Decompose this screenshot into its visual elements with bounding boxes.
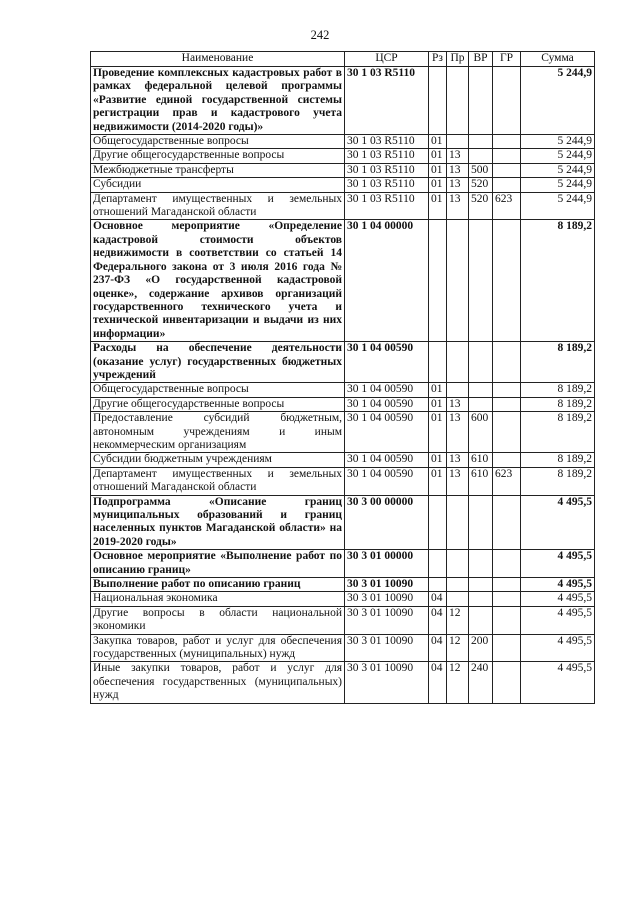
cell-sum: 8 189,2 bbox=[521, 412, 595, 453]
table-row bbox=[91, 606, 595, 634]
cell-sum: 8 189,2 bbox=[521, 220, 595, 342]
cell-gr bbox=[493, 163, 521, 177]
cell-rz: 04 bbox=[429, 606, 447, 634]
header-name: Наименование bbox=[91, 52, 345, 67]
cell-rz: 01 bbox=[429, 163, 447, 177]
cell-name: Департамент имущественных и земельных отношений Магаданской области bbox=[91, 467, 345, 495]
cell-sum: 5 244,9 bbox=[521, 192, 595, 220]
table-row bbox=[91, 192, 595, 220]
cell-rz: 01 bbox=[429, 149, 447, 163]
cell-pr: 13 bbox=[447, 397, 469, 411]
table-row bbox=[91, 149, 595, 163]
cell-gr: 623 bbox=[493, 467, 521, 495]
cell-gr bbox=[493, 397, 521, 411]
cell-gr bbox=[493, 662, 521, 703]
table-row bbox=[91, 135, 595, 149]
cell-csr: 30 1 04 00590 bbox=[345, 453, 429, 467]
cell-name: Субсидии bbox=[91, 178, 345, 192]
cell-sum: 4 495,5 bbox=[521, 578, 595, 592]
cell-rz: 01 bbox=[429, 192, 447, 220]
cell-pr: 13 bbox=[447, 163, 469, 177]
cell-pr bbox=[447, 592, 469, 606]
cell-pr bbox=[447, 495, 469, 550]
cell-pr: 13 bbox=[447, 149, 469, 163]
table-row bbox=[91, 634, 595, 662]
cell-rz: 01 bbox=[429, 467, 447, 495]
cell-pr: 13 bbox=[447, 412, 469, 453]
cell-pr: 12 bbox=[447, 606, 469, 634]
cell-csr: 30 1 03 R5110 bbox=[345, 163, 429, 177]
cell-vr: 200 bbox=[469, 634, 493, 662]
cell-gr bbox=[493, 550, 521, 578]
cell-pr: 12 bbox=[447, 662, 469, 703]
cell-name: Основное мероприятие «Выполнение работ по описанию границ» bbox=[91, 550, 345, 578]
table-row bbox=[91, 662, 595, 703]
cell-csr: 30 3 01 00000 bbox=[345, 550, 429, 578]
cell-vr bbox=[469, 578, 493, 592]
cell-csr: 30 3 01 10090 bbox=[345, 606, 429, 634]
cell-rz: 01 bbox=[429, 383, 447, 397]
cell-csr: 30 3 01 10090 bbox=[345, 662, 429, 703]
cell-vr bbox=[469, 550, 493, 578]
cell-csr: 30 1 04 00590 bbox=[345, 412, 429, 453]
cell-pr: 13 bbox=[447, 467, 469, 495]
table-row bbox=[91, 578, 595, 592]
cell-gr bbox=[493, 412, 521, 453]
table-row bbox=[91, 67, 595, 135]
cell-csr: 30 1 03 R5110 bbox=[345, 149, 429, 163]
cell-csr: 30 1 03 R5110 bbox=[345, 135, 429, 149]
cell-pr bbox=[447, 135, 469, 149]
cell-name: Другие общегосударственные вопросы bbox=[91, 149, 345, 163]
table-row bbox=[91, 453, 595, 467]
cell-vr bbox=[469, 135, 493, 149]
cell-rz: 01 bbox=[429, 453, 447, 467]
page-number: 242 bbox=[310, 28, 330, 42]
cell-sum: 5 244,9 bbox=[521, 178, 595, 192]
cell-vr bbox=[469, 397, 493, 411]
cell-rz bbox=[429, 495, 447, 550]
header-vr: ВР bbox=[469, 52, 493, 67]
cell-name: Выполнение работ по описанию границ bbox=[91, 578, 345, 592]
cell-csr: 30 3 01 10090 bbox=[345, 578, 429, 592]
cell-sum: 8 189,2 bbox=[521, 397, 595, 411]
cell-vr: 600 bbox=[469, 412, 493, 453]
cell-rz: 01 bbox=[429, 135, 447, 149]
cell-vr bbox=[469, 592, 493, 606]
cell-pr bbox=[447, 383, 469, 397]
table-row bbox=[91, 220, 595, 342]
cell-gr: 623 bbox=[493, 192, 521, 220]
header-rz: Рз bbox=[429, 52, 447, 67]
cell-name: Межбюджетные трансферты bbox=[91, 163, 345, 177]
cell-vr: 610 bbox=[469, 467, 493, 495]
cell-vr bbox=[469, 606, 493, 634]
cell-pr: 13 bbox=[447, 178, 469, 192]
cell-rz: 04 bbox=[429, 662, 447, 703]
header-pr: Пр bbox=[447, 52, 469, 67]
cell-gr bbox=[493, 606, 521, 634]
table-row bbox=[91, 592, 595, 606]
cell-name: Расходы на обеспечение деятельности (оказание услуг) государственных бюджетных учреждений bbox=[91, 342, 345, 383]
cell-sum: 4 495,5 bbox=[521, 634, 595, 662]
cell-gr bbox=[493, 634, 521, 662]
header-sum: Сумма bbox=[521, 52, 595, 67]
cell-csr: 30 3 01 10090 bbox=[345, 592, 429, 606]
cell-csr: 30 3 01 10090 bbox=[345, 634, 429, 662]
cell-sum: 4 495,5 bbox=[521, 550, 595, 578]
cell-csr: 30 1 04 00000 bbox=[345, 220, 429, 342]
cell-vr: 240 bbox=[469, 662, 493, 703]
cell-rz: 01 bbox=[429, 397, 447, 411]
cell-vr: 610 bbox=[469, 453, 493, 467]
cell-sum: 4 495,5 bbox=[521, 662, 595, 703]
cell-csr: 30 1 04 00590 bbox=[345, 342, 429, 383]
cell-name: Предоставление субсидий бюджетным, автономным учреждениям и иным некоммерческим организациям bbox=[91, 412, 345, 453]
cell-gr bbox=[493, 178, 521, 192]
header-row bbox=[91, 52, 595, 67]
cell-csr: 30 3 00 00000 bbox=[345, 495, 429, 550]
cell-gr bbox=[493, 495, 521, 550]
cell-vr bbox=[469, 67, 493, 135]
cell-csr: 30 1 04 00590 bbox=[345, 397, 429, 411]
cell-rz: 01 bbox=[429, 178, 447, 192]
cell-name: Департамент имущественных и земельных отношений Магаданской области bbox=[91, 192, 345, 220]
budget-table bbox=[90, 51, 595, 704]
cell-sum: 4 495,5 bbox=[521, 592, 595, 606]
cell-sum: 8 189,2 bbox=[521, 342, 595, 383]
cell-sum: 4 495,5 bbox=[521, 606, 595, 634]
cell-vr: 520 bbox=[469, 178, 493, 192]
table-row bbox=[91, 467, 595, 495]
cell-rz: 04 bbox=[429, 592, 447, 606]
cell-name: Субсидии бюджетным учреждениям bbox=[91, 453, 345, 467]
cell-sum: 5 244,9 bbox=[521, 149, 595, 163]
cell-name: Национальная экономика bbox=[91, 592, 345, 606]
cell-csr: 30 1 03 R5110 bbox=[345, 67, 429, 135]
table-row bbox=[91, 163, 595, 177]
cell-csr: 30 1 03 R5110 bbox=[345, 178, 429, 192]
table-row bbox=[91, 412, 595, 453]
cell-pr: 13 bbox=[447, 453, 469, 467]
cell-vr bbox=[469, 149, 493, 163]
table-row bbox=[91, 383, 595, 397]
cell-rz bbox=[429, 67, 447, 135]
header-gr: ГР bbox=[493, 52, 521, 67]
cell-rz bbox=[429, 220, 447, 342]
cell-csr: 30 1 04 00590 bbox=[345, 467, 429, 495]
cell-name: Другие вопросы в области национальной экономики bbox=[91, 606, 345, 634]
cell-pr bbox=[447, 342, 469, 383]
cell-name: Подпрограмма «Описание границ муниципальных образований и границ населенных пунктов Магаданской области» на 2019-2020 годы» bbox=[91, 495, 345, 550]
cell-pr bbox=[447, 220, 469, 342]
cell-rz bbox=[429, 550, 447, 578]
header-csr: ЦСР bbox=[345, 52, 429, 67]
cell-sum: 8 189,2 bbox=[521, 383, 595, 397]
cell-sum: 5 244,9 bbox=[521, 67, 595, 135]
cell-csr: 30 1 03 R5110 bbox=[345, 192, 429, 220]
cell-pr bbox=[447, 578, 469, 592]
table-row bbox=[91, 397, 595, 411]
cell-gr bbox=[493, 592, 521, 606]
cell-vr bbox=[469, 220, 493, 342]
cell-sum: 8 189,2 bbox=[521, 467, 595, 495]
cell-gr bbox=[493, 578, 521, 592]
cell-gr bbox=[493, 135, 521, 149]
cell-rz: 04 bbox=[429, 634, 447, 662]
cell-gr bbox=[493, 149, 521, 163]
cell-gr bbox=[493, 383, 521, 397]
cell-pr: 12 bbox=[447, 634, 469, 662]
cell-rz bbox=[429, 342, 447, 383]
cell-csr: 30 1 04 00590 bbox=[345, 383, 429, 397]
cell-vr: 500 bbox=[469, 163, 493, 177]
cell-pr: 13 bbox=[447, 192, 469, 220]
table-row bbox=[91, 495, 595, 550]
table-row bbox=[91, 342, 595, 383]
cell-sum: 5 244,9 bbox=[521, 163, 595, 177]
cell-pr bbox=[447, 550, 469, 578]
cell-sum: 5 244,9 bbox=[521, 135, 595, 149]
cell-gr bbox=[493, 453, 521, 467]
table-row bbox=[91, 550, 595, 578]
cell-vr bbox=[469, 495, 493, 550]
table-row bbox=[91, 178, 595, 192]
cell-name: Общегосударственные вопросы bbox=[91, 135, 345, 149]
cell-pr bbox=[447, 67, 469, 135]
cell-sum: 8 189,2 bbox=[521, 453, 595, 467]
cell-vr: 520 bbox=[469, 192, 493, 220]
cell-name: Другие общегосударственные вопросы bbox=[91, 397, 345, 411]
cell-name: Проведение комплексных кадастровых работ в рамках федеральной целевой программы «Развитие единой государственной системы регистрации прав и кадастрового учета недвижимости (2014-2020 годы)» bbox=[91, 67, 345, 135]
cell-gr bbox=[493, 67, 521, 135]
cell-name: Основное мероприятие «Определение кадастровой стоимости объектов недвижимости в соответствии со статьей 14 Федерального закона от 3 июля 2016 года № 237-ФЗ «О государственной кадастровой оценке», содержание архивов организаций государственного технического учета и технической инвентаризации и выдачи из них информации» bbox=[91, 220, 345, 342]
cell-name: Закупка товаров, работ и услуг для обеспечения государственных (муниципальных) нужд bbox=[91, 634, 345, 662]
cell-gr bbox=[493, 220, 521, 342]
cell-name: Общегосударственные вопросы bbox=[91, 383, 345, 397]
cell-rz bbox=[429, 578, 447, 592]
cell-sum: 4 495,5 bbox=[521, 495, 595, 550]
cell-gr bbox=[493, 342, 521, 383]
cell-vr bbox=[469, 383, 493, 397]
table-body bbox=[91, 67, 595, 704]
cell-vr bbox=[469, 342, 493, 383]
cell-rz: 01 bbox=[429, 412, 447, 453]
cell-name: Иные закупки товаров, работ и услуг для обеспечения государственных (муниципальных) нужд bbox=[91, 662, 345, 703]
